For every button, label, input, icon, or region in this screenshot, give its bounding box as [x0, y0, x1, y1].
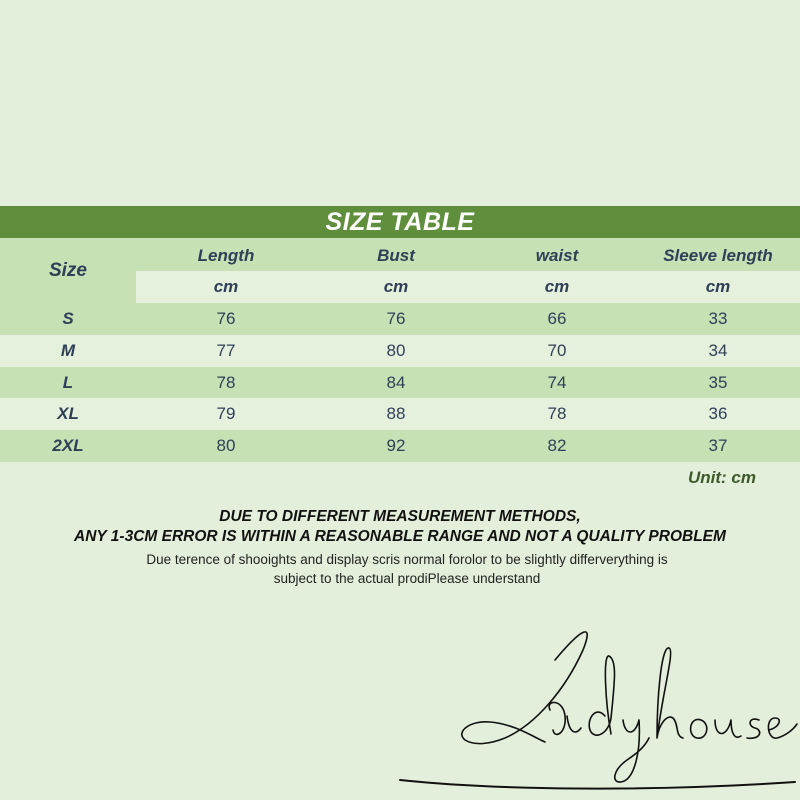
- table-cell: 77: [216, 340, 236, 360]
- size-table-title: SIZE TABLE: [0, 206, 800, 238]
- brand-signature-logo: [395, 620, 800, 800]
- unit-cell-bust: cm: [383, 277, 409, 296]
- table-cell: 82: [547, 436, 567, 456]
- brand-name: Ladyhouse: [395, 620, 400, 621]
- table-cell: 80: [216, 436, 236, 456]
- table-cell: 84: [386, 372, 406, 392]
- table-row: [0, 430, 800, 462]
- table-row: [0, 367, 800, 399]
- table-cell: 37: [708, 436, 728, 456]
- row-size-label: M: [60, 340, 76, 360]
- column-header-waist: waist: [535, 246, 579, 265]
- table-cell: 79: [216, 404, 236, 424]
- size-table: [0, 238, 800, 462]
- row-size-label: L: [62, 372, 74, 392]
- column-header-bust: Bust: [377, 246, 415, 265]
- table-cell: 35: [708, 372, 728, 392]
- table-cell: 74: [547, 372, 567, 392]
- table-cell: 78: [216, 372, 236, 392]
- row-size-label: XL: [57, 404, 79, 424]
- table-row: [0, 303, 800, 335]
- notice-line-1: DUE TO DIFFERENT MEASUREMENT METHODS,: [219, 508, 581, 525]
- table-cell: 36: [708, 404, 728, 424]
- size-column-header: Size: [48, 260, 88, 281]
- disclaimer-line-1: Due terence of shooights and display scris normal forolor to be slightly differverything is: [146, 552, 668, 567]
- table-cell: 78: [547, 404, 567, 424]
- table-row: [0, 335, 800, 367]
- table-cell: 70: [547, 340, 567, 360]
- table-cell: 88: [386, 404, 406, 424]
- unit-cell-length: cm: [213, 277, 239, 296]
- table-cell: 33: [708, 309, 728, 328]
- table-row: [0, 398, 800, 430]
- measurement-notice: [0, 507, 800, 547]
- unit-note: Unit: cm: [688, 468, 756, 487]
- table-cell: 66: [547, 309, 567, 328]
- notice-line-2: ANY 1-3CM ERROR IS WITHIN A REASONABLE RANGE AND NOT A QUALITY PROBLEM: [74, 528, 726, 545]
- unit-cell-sleeve-length: cm: [705, 277, 731, 296]
- table-cell: 92: [386, 436, 406, 456]
- row-size-label: S: [62, 309, 74, 328]
- table-cell: 34: [708, 340, 728, 360]
- disclaimer-line-2: subject to the actual prodiPlease understand: [273, 571, 541, 586]
- color-disclaimer: [100, 550, 714, 588]
- table-cell: 76: [216, 309, 236, 328]
- table-cell: 80: [386, 340, 406, 360]
- column-header-length: Length: [197, 246, 255, 265]
- column-header-sleeve-length: Sleeve length: [663, 246, 773, 265]
- row-size-label: 2XL: [52, 436, 84, 456]
- table-cell: 76: [386, 309, 406, 328]
- unit-cell-waist: cm: [544, 277, 570, 296]
